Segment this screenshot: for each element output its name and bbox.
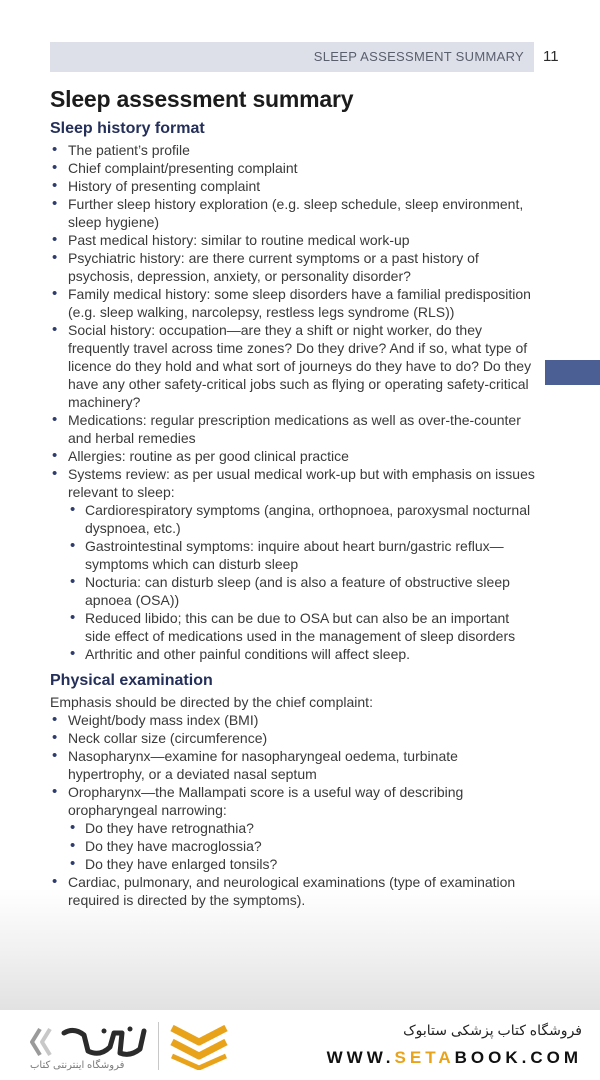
list-item: • Social history: occupation—are they a shift or night worker, do they frequently travel across time zones? Do they drive? And if so, what type of licence do they hold and what sort of journeys do they have to do? Do they have any other safety-critical jobs such as flying or operating safety-critical machinery? bbox=[50, 321, 538, 411]
sub-list-item: • Do they have retrognathia? bbox=[68, 819, 538, 837]
running-header bbox=[50, 42, 534, 72]
store-url-prefix: WWW. bbox=[326, 1048, 395, 1067]
list-item: • Weight/body mass index (BMI) bbox=[50, 711, 538, 729]
sub-list-item: • Reduced libido; this can be due to OSA but can also be an important side effect of medications used in the management of sleep disorders bbox=[68, 609, 538, 645]
list-item-systems-review bbox=[50, 465, 538, 663]
list-item: • Nasopharynx—examine for nasopharyngeal oedema, turbinate hypertrophy, or a deviated nasal septum bbox=[50, 747, 538, 783]
section-heading-exam: Physical examination bbox=[50, 672, 213, 689]
list-item: • Chief complaint/presenting complaint bbox=[50, 159, 538, 177]
setabook-chevron-mark-icon bbox=[168, 1022, 230, 1070]
list-item: • Cardiac, pulmonary, and neurological examinations (type of examination required is directed by the symptoms). bbox=[50, 873, 538, 909]
sub-list-item: • Do they have macroglossia? bbox=[68, 837, 538, 855]
list-item: • History of presenting complaint bbox=[50, 177, 538, 195]
logo-divider bbox=[158, 1022, 159, 1070]
setabook-logo-icon bbox=[30, 1025, 150, 1059]
page-number: 11 bbox=[543, 48, 559, 65]
list-item: • Psychiatric history: are there current symptoms or a past history of psychosis, depression, anxiety, or personality disorder? bbox=[50, 249, 538, 285]
sub-list-item: • Cardiorespiratory symptoms (angina, orthopnoea, paroxysmal nocturnal dyspnoea, etc.) bbox=[68, 501, 538, 537]
list-item: • Medications: regular prescription medications as well as over-the-counter and herbal remedies bbox=[50, 411, 538, 447]
list-item-text: Oropharynx—the Mallampati score is a useful way of describing oropharyngeal narrowing: bbox=[68, 784, 464, 818]
sub-list-item: • Nocturia: can disturb sleep (and is also a feature of obstructive sleep apnoea (OSA)) bbox=[68, 573, 538, 609]
list-item: • Family medical history: some sleep disorders have a familial predisposition (e.g. sleep walking, narcolepsy, restless legs syndrome (RLS)) bbox=[50, 285, 538, 321]
store-name: فروشگاه کتاب پزشکی ستابوک bbox=[403, 1022, 582, 1038]
store-url-suffix: BOOK.COM bbox=[454, 1048, 582, 1067]
list-item: • Past medical history: similar to routine medical work-up bbox=[50, 231, 538, 249]
history-list bbox=[50, 141, 538, 663]
list-item: • Allergies: routine as per good clinical practice bbox=[50, 447, 538, 465]
oropharynx-sublist bbox=[68, 819, 538, 873]
list-item: • Further sleep history exploration (e.g. sleep schedule, sleep environment, sleep hygiene) bbox=[50, 195, 538, 231]
exam-list bbox=[50, 711, 538, 909]
sub-list-item: • Do they have enlarged tonsils? bbox=[68, 855, 538, 873]
page-content bbox=[50, 86, 538, 909]
store-url-highlight: SETA bbox=[394, 1048, 455, 1067]
list-item: • Neck collar size (circumference) bbox=[50, 729, 538, 747]
running-header-title: SLEEP ASSESSMENT SUMMARY bbox=[313, 49, 524, 64]
list-item-text: Systems review: as per usual medical work-up but with emphasis on issues relevant to sleep: bbox=[68, 466, 535, 500]
chapter-thumb-tab bbox=[545, 360, 600, 385]
page-title: Sleep assessment summary bbox=[50, 86, 354, 112]
logo-subtitle: فروشگاه اینترنتی کتاب bbox=[30, 1060, 125, 1071]
exam-intro: Emphasis should be directed by the chief complaint: bbox=[50, 694, 373, 710]
systems-review-sublist bbox=[68, 501, 538, 663]
list-item: • The patient’s profile bbox=[50, 141, 538, 159]
section-heading-history: Sleep history format bbox=[50, 120, 205, 137]
sub-list-item: • Gastrointestinal symptoms: inquire about heart burn/gastric reflux—symptoms which can disturb sleep bbox=[68, 537, 538, 573]
list-item-oropharynx bbox=[50, 783, 538, 873]
sub-list-item: • Arthritic and other painful conditions will affect sleep. bbox=[68, 645, 538, 663]
store-url bbox=[327, 1048, 582, 1068]
